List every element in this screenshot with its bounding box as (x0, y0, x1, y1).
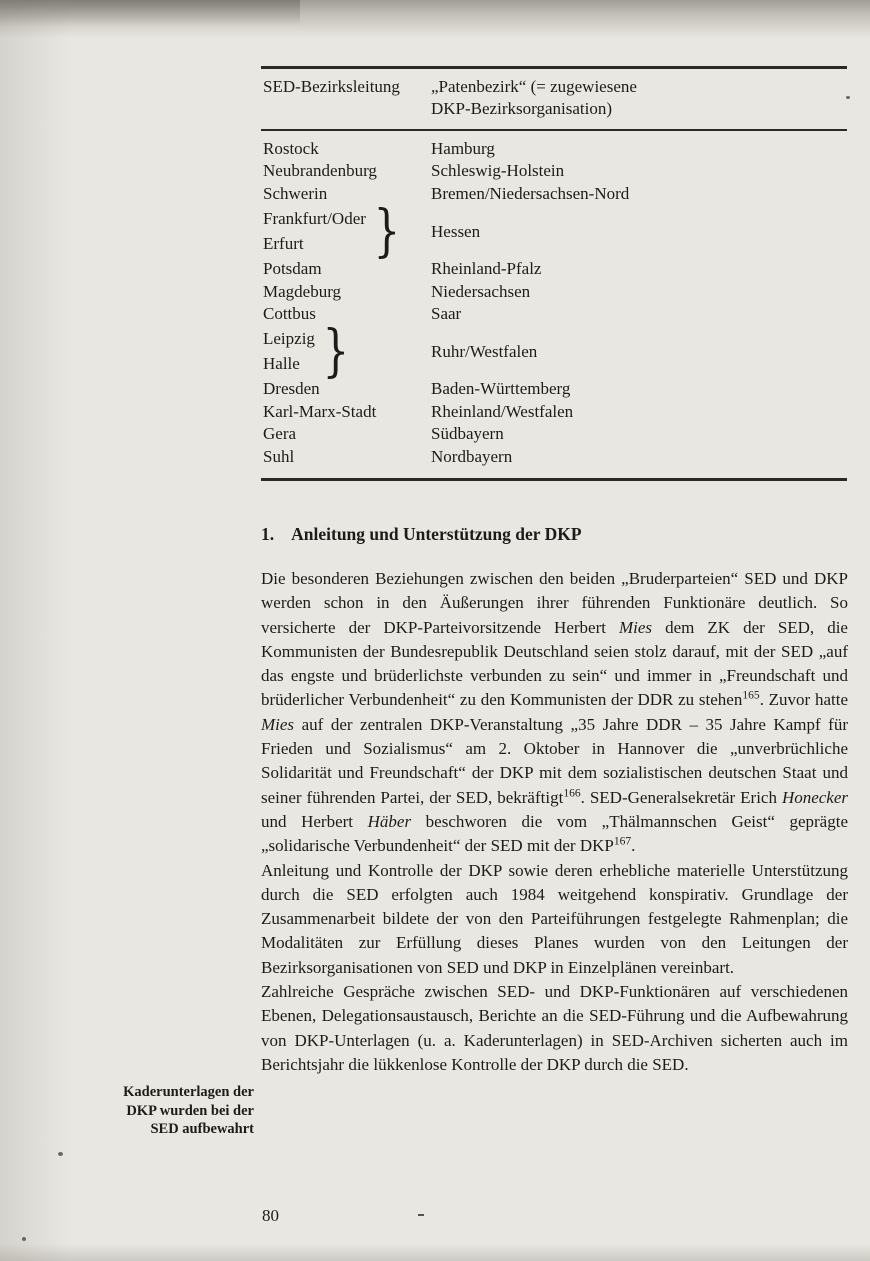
cell-patenbezirk: Hamburg (431, 139, 495, 158)
cell-bezirksleitung: Frankfurt/Oder (263, 209, 366, 229)
margin-note-line: DKP wurden bei der (126, 1102, 254, 1119)
cell-bezirksleitung: Karl-Marx-Stadt (263, 401, 377, 421)
margin-note-line: Kaderunterlagen der (123, 1084, 254, 1100)
section-number: 1. (261, 524, 275, 544)
table-row (263, 160, 847, 182)
margin-note (84, 1083, 254, 1139)
sed-dkp-patenbezirk-table (261, 66, 847, 481)
table-row (263, 378, 847, 400)
cell-bezirksleitung-group: Frankfurt/Oder Erfurt } (263, 198, 401, 264)
cell-bezirksleitung: Schwerin (263, 183, 328, 203)
cell-patenbezirk: Hessen (431, 221, 481, 241)
cell-bezirksleitung: Halle (263, 353, 300, 373)
cell-patenbezirk: Südbayern (431, 424, 504, 444)
cell-bezirksleitung: Suhl (263, 446, 295, 466)
table-row (263, 183, 847, 205)
cell-bezirksleitung: Dresden (263, 379, 320, 399)
table-row (263, 423, 847, 445)
table-row (263, 401, 847, 423)
table-row (263, 281, 847, 303)
cell-bezirksleitung-group: Leipzig Halle } (263, 318, 350, 384)
cell-patenbezirk: Baden-Württemberg (431, 379, 571, 399)
table-row (263, 258, 847, 280)
paragraph: Die besonderen Beziehungen zwischen den beiden „Bruderparteien“ SED und DKP werden schon in den Äußerungen ihrer führenden Funktionäre deutlich. So versicherte der DKP-Parteivorsitzende Herbert Mies dem ZK der SED, die Kommunisten der Bundesrepublik Deutschland seien stolz darauf, mit der SED „auf das engste und brüderlichste verbunden zu sein“ und immer in „Freundschaft und brüderlicher Verbundenheit“ zu den Kommunisten der DDR zu stehen$^{165}$. Zuvor hatte Mies auf der zentralen DKP-Veranstaltung „35 Jahre DDR – 35 Jahre Kampf für Frieden und Sozialismus“ am 2. Oktober in Hannover die „unverbrüchliche Solidarität und Freundschaft“ der DKP mit dem sozialistischen deutschen Staat und seiner führenden Partei, der SED, bekräftigt$^{166}$. SED-Generalsekretär Erich Honecker und Herbert Häber beschworen die vom „Thälmannschen Geist“ geprägte „solidarische Verbundenheit“ der SED mit der DKP$^{167}$. (261, 569, 849, 856)
margin-note-line: SED aufbewahrt (150, 1121, 254, 1138)
table-bottom-rule (261, 478, 847, 481)
cell-patenbezirk: Saar (431, 304, 462, 324)
grouped-left-lines (263, 207, 366, 256)
paragraph: Anleitung und Kontrolle der DKP sowie deren erhebliche materielle Unterstützung durch die SED erfolgten auch 1984 weitgehend konspirativ. Grundlage der Zusammenarbeit bildete der von den Parteiführungen festgelegte Rahmenplan; die Modalitäten zur Erfüllung dieses Planes wurden von den Leitungen der Bezirksorganisationen von SED und DKP in Einzelplänen vereinbart. (261, 860, 848, 977)
scan-artifact-left-edge (0, 0, 70, 1261)
cell-bezirksleitung: Neubrandenburg (263, 161, 377, 181)
table-row (263, 303, 847, 325)
grouped-left-lines (263, 327, 315, 376)
table-header-col1: SED-Bezirksleitung (263, 77, 400, 96)
table-body (261, 131, 847, 478)
cell-bezirksleitung: Gera (263, 424, 297, 444)
table-header-col2 (431, 76, 847, 120)
scan-artifact-bottom (0, 1243, 870, 1261)
table-header-col2-line1: „Patenbezirk“ (= zugewiesene (431, 77, 637, 96)
cell-patenbezirk: Nordbayern (431, 446, 513, 466)
body-text (261, 567, 848, 1077)
table-row (263, 446, 847, 468)
cell-patenbezirk: Schleswig-Holstein (431, 161, 565, 181)
cell-bezirksleitung: Erfurt (263, 233, 304, 253)
cell-bezirksleitung: Rostock (263, 139, 319, 158)
scan-speck (58, 1152, 63, 1156)
section-heading (261, 524, 847, 545)
scan-dash-artifact (418, 1214, 424, 1216)
table-row-grouped (263, 318, 847, 384)
section-title: Anleitung und Unterstützung der DKP (291, 524, 582, 544)
cell-patenbezirk: Rheinland-Pfalz (431, 259, 542, 279)
cell-patenbezirk: Bremen/Niedersachsen-Nord (431, 183, 630, 203)
page-number: 80 (262, 1206, 279, 1225)
cell-patenbezirk: Ruhr/Westfalen (431, 341, 538, 361)
scan-speck (22, 1237, 26, 1241)
cell-bezirksleitung: Cottbus (263, 304, 316, 324)
table-header-row (261, 69, 847, 129)
cell-patenbezirk: Niedersachsen (431, 281, 531, 301)
paragraph: Zahlreiche Gespräche zwischen SED- und DKP-Funktionären auf verschiedenen Ebenen, Delegationsaustausch, Berichte an die SED-Führung und die Aufbewahrung von DKP-Unterlagen (u. a. Kaderunterlagen) in SED-Archiven sicherten auch im Berichtsjahr die lükkenlose Kontrolle der DKP durch die SED. (261, 982, 848, 1074)
table-row-grouped (263, 198, 847, 264)
table-row (263, 138, 847, 160)
cell-patenbezirk: Rheinland/Westfalen (431, 401, 574, 421)
table-header-col2-line2: DKP-Bezirksorganisation) (431, 99, 612, 118)
cell-bezirksleitung: Leipzig (263, 329, 315, 349)
cell-bezirksleitung: Magdeburg (263, 281, 342, 301)
cell-bezirksleitung: Potsdam (263, 259, 322, 279)
